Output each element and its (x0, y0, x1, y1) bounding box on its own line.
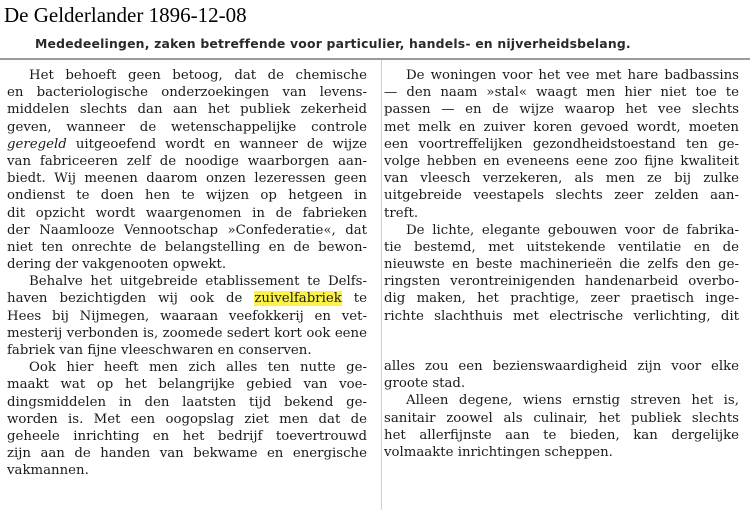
text-fragment: dit opzicht wordt waargenomen in de fabrieken (7, 205, 367, 221)
text-line (7, 428, 367, 445)
text-line (384, 67, 739, 84)
text-fragment: mesterij verbonden is, zoomede sedert kort ook eene (7, 325, 367, 341)
text-fragment: vakmannen. (7, 463, 89, 479)
text-fragment: Het behoeft geen betoog, dat de chemische (29, 68, 367, 83)
text-line (384, 239, 739, 256)
text-line (7, 170, 367, 187)
text-line (7, 187, 367, 204)
text-line (384, 444, 739, 461)
text-fragment: De lichte, elegante gebouwen voor de fabrika- (406, 222, 739, 238)
text-line (7, 222, 367, 239)
text-fragment: maakt wat op het belangrijke gebied van voe- (7, 377, 367, 393)
text-line (7, 153, 367, 170)
right-column-lower (384, 358, 739, 461)
text-fragment: alles zou een bezienswaardigheid zijn voor elke (384, 359, 739, 374)
text-line (7, 119, 367, 136)
text-line (7, 359, 367, 376)
text-line (7, 256, 367, 273)
text-fragment: tie bestemd, met uitstekende ventilatie en de (384, 239, 739, 255)
text-line (7, 394, 367, 411)
italic-word: geregeld (7, 136, 67, 152)
text-line (384, 308, 739, 325)
text-fragment: Hees bij Nijmegen, waaraan veefokkerij en vet- (7, 308, 367, 324)
text-line (7, 376, 367, 393)
text-fragment: richte slachthuis met electrische verlichting, dit (384, 308, 739, 324)
highlighted-word: zuivelfabriek (254, 291, 342, 307)
text-line (384, 410, 739, 427)
text-line (7, 411, 367, 428)
text-fragment: en bacteriologische onderzoekingen van levens- (7, 85, 367, 101)
text-line (384, 375, 739, 392)
text-line (384, 136, 739, 153)
text-line (7, 205, 367, 222)
text-fragment: geheele inrichting en het bedrijf toevertrouwd (7, 428, 367, 444)
text-fragment: Alleen degene, wiens ernstig streven het is, (406, 393, 739, 409)
text-fragment: De woningen voor het vee met hare badbassins (406, 68, 739, 83)
text-fragment: met melk en zuiver koren gevoed wordt, moeten (384, 119, 739, 135)
text-fragment: zijn aan de handen van bekwame en energische (7, 446, 367, 462)
text-fragment: nieuwste en beste machinerieën die zelfs den ge- (384, 257, 739, 273)
text-fragment: worden is. Met een oogopslag ziet men dat de (7, 411, 367, 427)
text-fragment: der Naamlooze Vennootschap »Confederatie«, dat (7, 222, 367, 238)
text-line (384, 170, 739, 187)
text-line (7, 67, 367, 84)
text-fragment: een voortreffelijken gezondheidstoestand ten ge- (384, 136, 739, 152)
left-column (7, 67, 367, 480)
text-line (7, 84, 367, 101)
text-fragment: haven bezichtigden wij ook de (7, 291, 255, 307)
text-fragment: van vleesch verzekeren, als men ze bij zulke (384, 171, 739, 187)
text-line (7, 462, 367, 479)
text-fragment: Ook hier heeft men zich alles ten nutte ge- (29, 360, 367, 376)
text-fragment: niet ten onrechte de belangstelling en de bewon- (7, 239, 367, 255)
text-line (7, 308, 367, 325)
text-line (7, 342, 367, 359)
text-fragment: het allerfijnste aan te bieden, kan dergelijke (384, 427, 739, 443)
text-fragment: uitgebreide veestapels slechts zeer zelden aan- (384, 188, 739, 204)
text-line (7, 239, 367, 256)
text-fragment: dingsmiddelen in den laatsten tijd bekend ge- (7, 394, 367, 410)
text-fragment: Behalve het uitgebreide etablissement te Delfs- (29, 274, 367, 290)
text-fragment: treft. (384, 205, 419, 221)
text-fragment: ondienst te doen hen te wijzen op hetgeen in (7, 188, 367, 204)
text-fragment: volge hebben en eveneens eene zoo fijne kwaliteit (384, 153, 739, 169)
heading-rule (0, 58, 750, 60)
text-line (384, 187, 739, 204)
text-line (384, 205, 739, 222)
right-column (384, 67, 739, 325)
page-title: De Gelderlander 1896-12-08 (4, 3, 247, 27)
text-line (384, 427, 739, 444)
text-line (384, 84, 739, 101)
text-line (7, 273, 367, 290)
text-line (384, 119, 739, 136)
text-line (7, 101, 367, 118)
text-line (384, 153, 739, 170)
text-fragment: uitgeoefend wordt en wanneer de wijze (66, 136, 367, 152)
text-fragment: sanitair zoowel als culinair, het publiek slechts (384, 410, 739, 426)
text-fragment: ringsten verontreinigenden handenarbeid overbo- (384, 274, 739, 290)
text-line (384, 273, 739, 290)
text-line (7, 290, 367, 307)
text-fragment: — den naam »stal« waagt men hier niet toe te (384, 85, 739, 101)
text-fragment: biedt. Wij meenen daarom onzen lezeressen geen (7, 171, 367, 187)
text-fragment: volmaakte inrichtingen scheppen. (384, 444, 613, 460)
text-fragment: geven, wanneer de wetenschappelijke controle (7, 119, 367, 135)
text-line (384, 256, 739, 273)
section-heading: Mededeelingen, zaken betreffende voor particulier, handels- en nijverheidsbelang. (35, 36, 631, 51)
text-fragment: passen — en de wijze waarop het vee slechts (384, 102, 739, 118)
text-line (384, 101, 739, 118)
text-fragment: dering der vakgenooten opwekt. (7, 257, 227, 273)
text-fragment: fabriek van fijne vleeschwaren en conserven. (7, 343, 312, 358)
text-line (7, 445, 367, 462)
text-line (384, 392, 739, 409)
text-line (384, 290, 739, 307)
text-fragment: van fabriceeren zelf de noodige waarborgen aan- (7, 153, 367, 169)
text-line (384, 358, 739, 375)
text-line (7, 325, 367, 342)
text-fragment: dig maken, het prachtige, zeer praetisch inge- (384, 291, 739, 307)
text-line (384, 222, 739, 239)
column-divider (381, 60, 382, 510)
text-fragment: te (341, 291, 367, 307)
text-fragment: middelen slechts dan aan het publiek zekerheid (7, 102, 367, 118)
text-line (7, 136, 367, 153)
text-fragment: groote stad. (384, 376, 466, 392)
